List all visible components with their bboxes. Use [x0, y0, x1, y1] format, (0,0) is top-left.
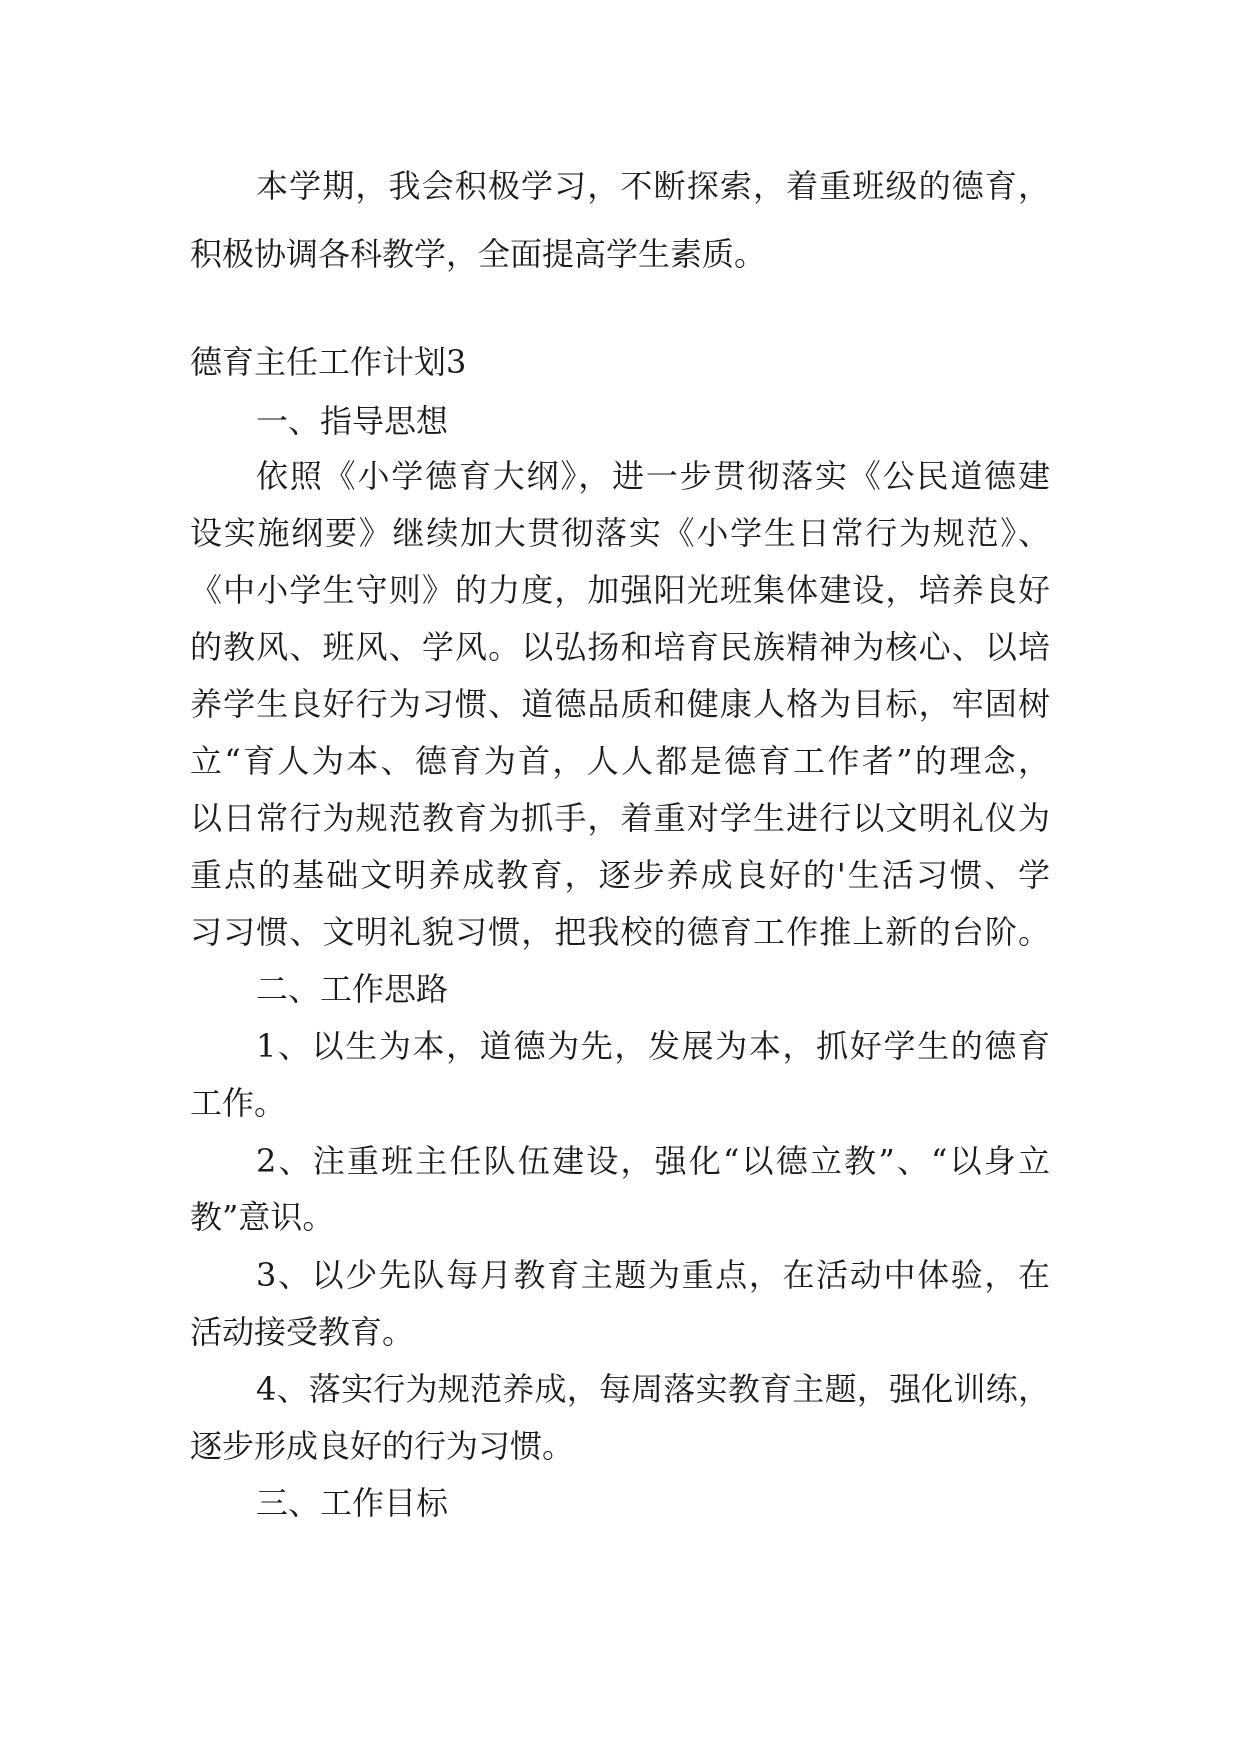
intro-line-1: 本学期，我会积极学习，不断探索，着重班级的德育，	[256, 167, 1050, 205]
guideline-line-7: 以日常行为规范教育为抓手，着重对学生进行以文明礼仪为	[190, 799, 1050, 837]
approach-item-4-line-1: 4、落实行为规范养成，每周落实教育主题，强化训练，	[256, 1370, 1050, 1408]
guideline-line-5: 养学生良好行为习惯、道德品质和健康人格为目标，牢固树	[190, 685, 1050, 723]
approach-item-1-line-1: 1、以生为本，道德为先，发展为本，抓好学生的德育	[256, 1027, 1050, 1065]
approach-item-2-line-2: 教”意识。	[190, 1198, 335, 1236]
guideline-line-8: 重点的基础文明养成教育，逐步养成良好的'生活习惯、学	[190, 856, 1050, 894]
guideline-line-4: 的教风、班风、学风。以弘扬和培育民族精神为核心、以培	[190, 628, 1050, 666]
approach-item-3-line-1: 3、以少先队每月教育主题为重点，在活动中体验，在	[256, 1256, 1050, 1294]
approach-item-2-line-1: 2、注重班主任队伍建设，强化“以德立教”、“以身立	[256, 1142, 1050, 1180]
guideline-line-2: 设实施纲要》继续加大贯彻落实《小学生日常行为规范》、	[190, 514, 1050, 552]
guideline-line-1: 依照《小学德育大纲》，进一步贯彻落实《公民道德建	[256, 457, 1050, 495]
guideline-line-3: 《中小学生守则》的力度，加强阳光班集体建设，培养良好	[190, 571, 1050, 609]
heading-guiding-thought: 一、指导思想	[256, 402, 449, 440]
heading-work-approach: 二、工作思路	[256, 970, 449, 1008]
guideline-line-9: 习习惯、文明礼貌习惯，把我校的德育工作推上新的台阶。	[190, 913, 1050, 951]
heading-work-goals: 三、工作目标	[256, 1484, 449, 1522]
section-title: 德育主任工作计划3	[190, 343, 467, 381]
approach-item-4-line-2: 逐步形成良好的行为习惯。	[190, 1427, 575, 1465]
approach-item-3-line-2: 活动接受教育。	[190, 1313, 415, 1351]
guideline-line-6: 立“育人为本、德育为首，人人都是德育工作者”的理念，	[190, 742, 1050, 780]
approach-item-1-line-2: 工作。	[190, 1084, 287, 1122]
intro-line-2: 积极协调各科教学，全面提高学生素质。	[190, 235, 767, 273]
